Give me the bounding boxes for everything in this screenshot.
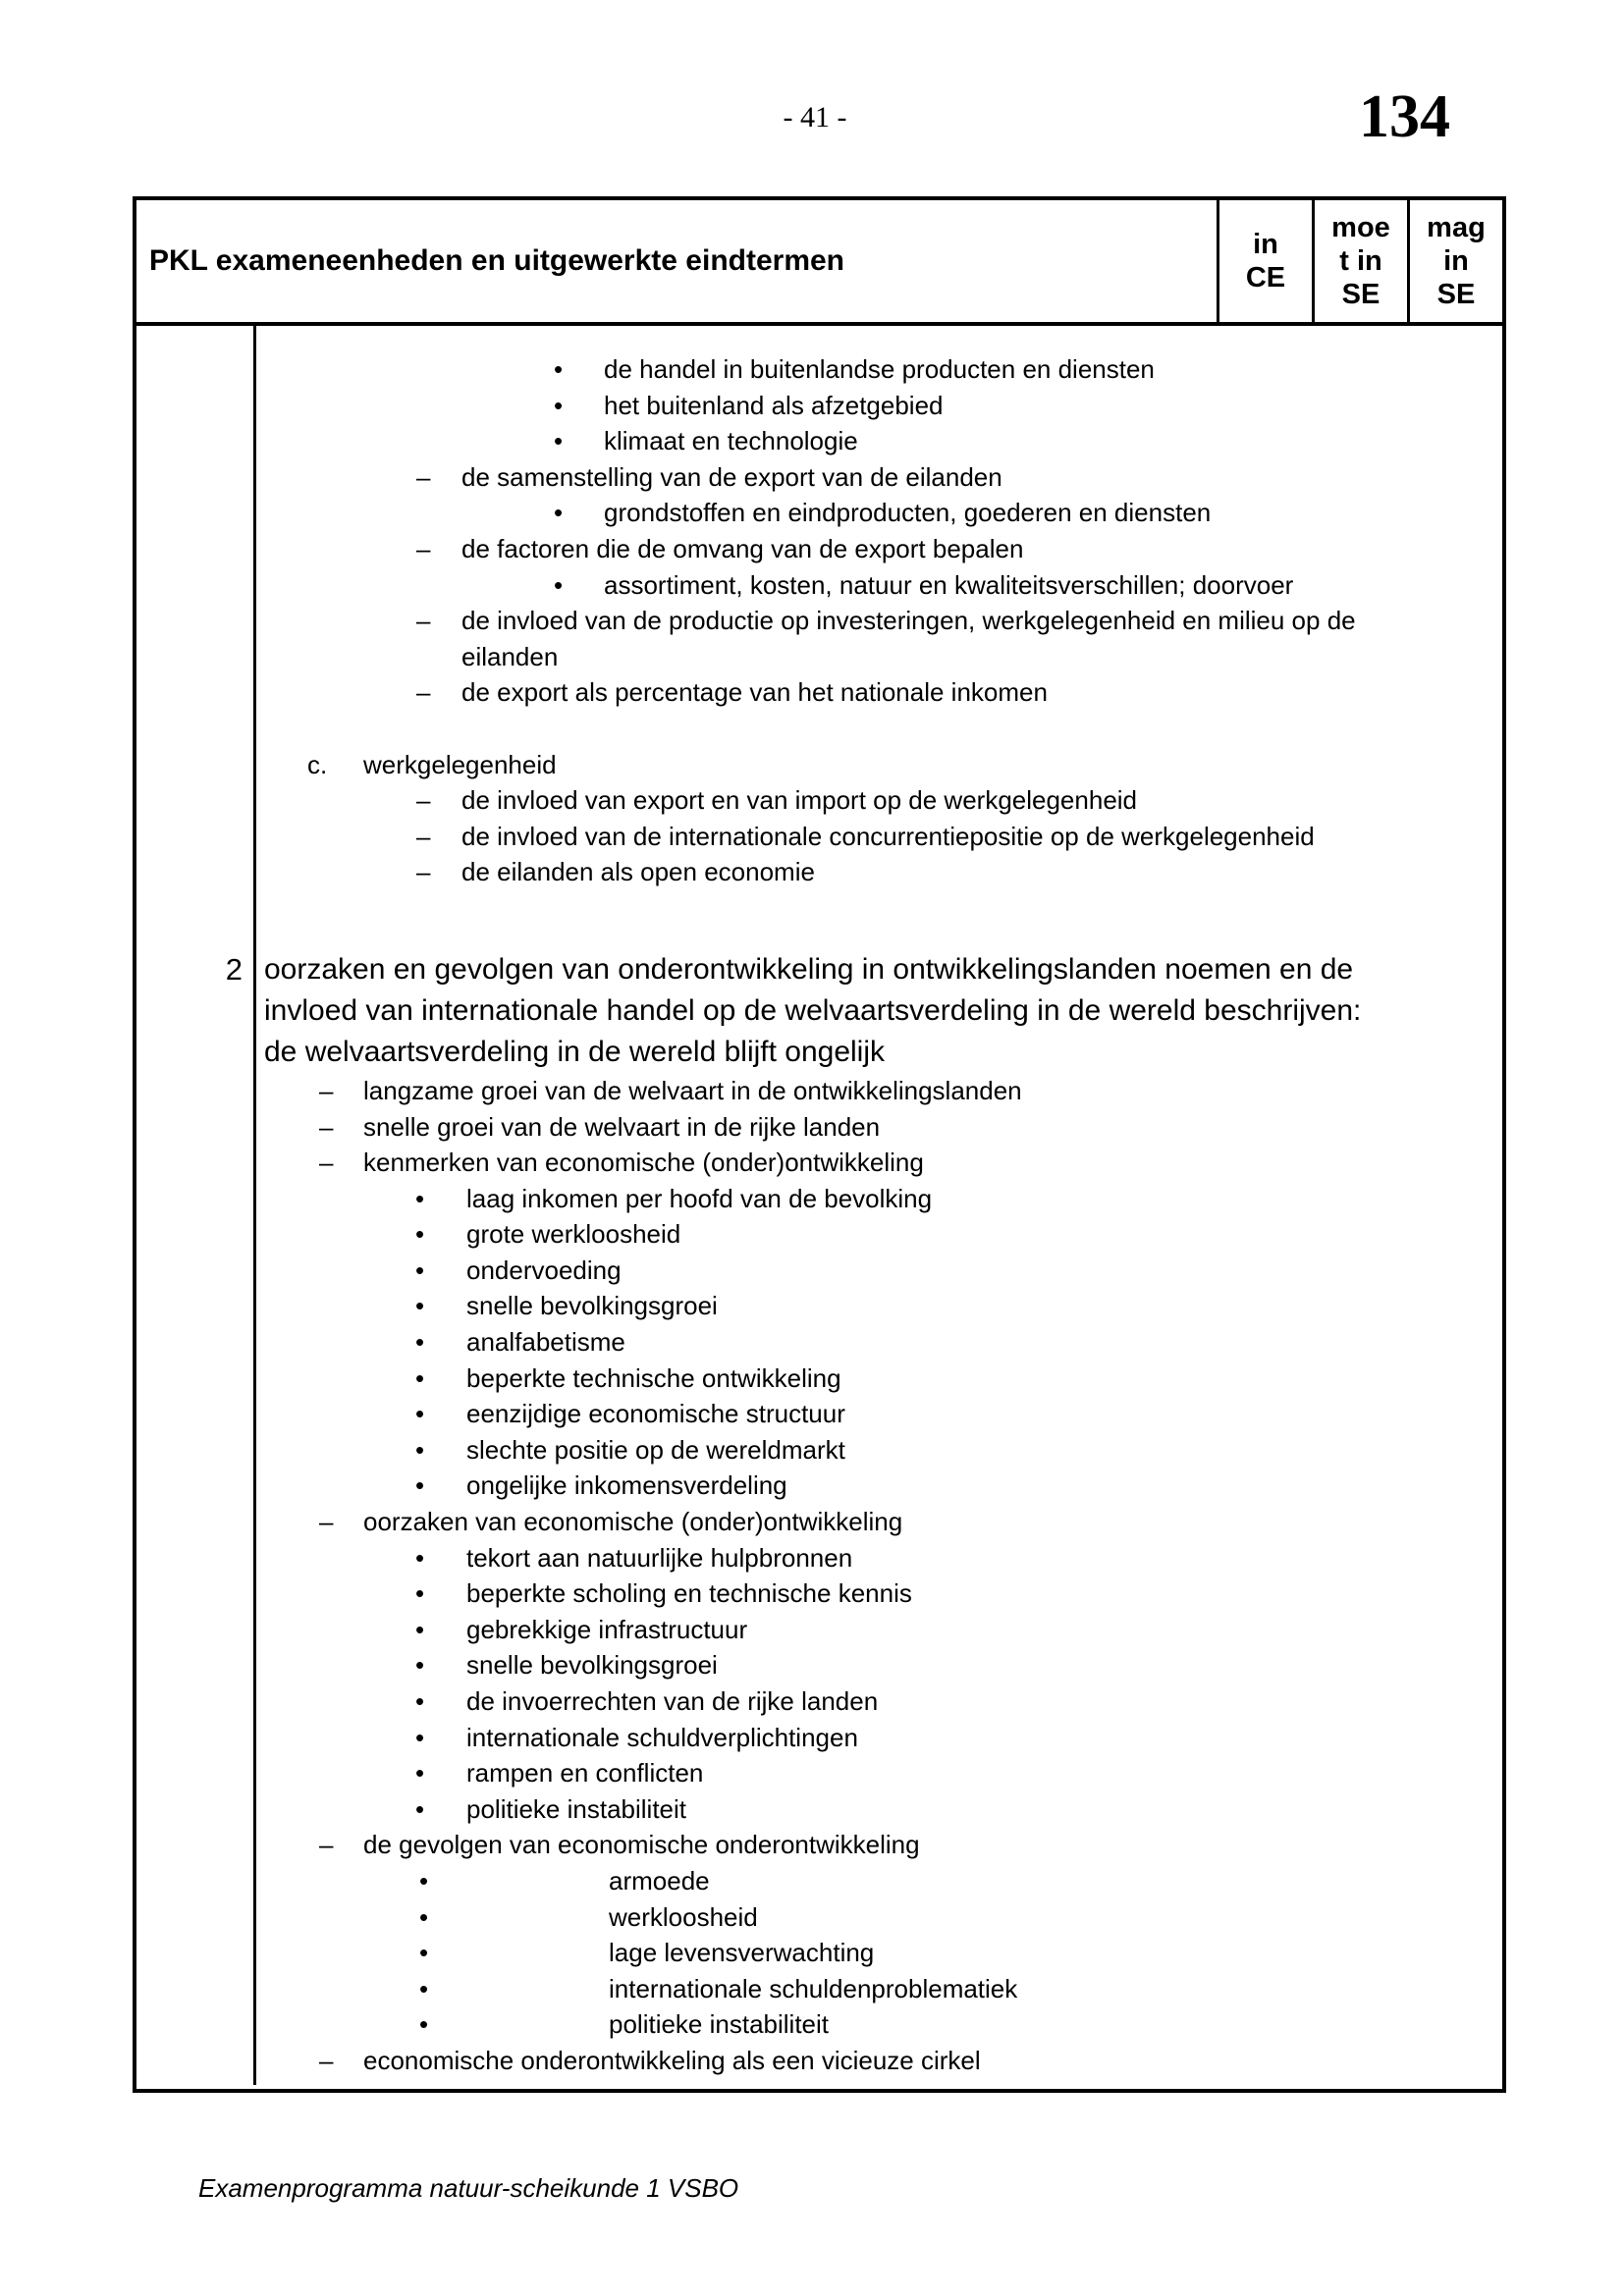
list-marker-icon: • xyxy=(415,1722,425,1752)
list-item-text: werkgelegenheid xyxy=(363,749,557,779)
list-item-text: grondstoffen en eindproducten, goederen en diensten xyxy=(604,498,1212,528)
list-item-text: gebrekkige infrastructuur xyxy=(466,1614,748,1644)
list-marker-icon: • xyxy=(419,1938,429,1968)
list-marker-icon: – xyxy=(416,677,431,708)
list-item-text: eilanden xyxy=(461,641,559,671)
list-item xyxy=(256,603,1473,639)
list-item-text: snelle bevolkingsgroei xyxy=(466,1650,718,1681)
table-title: PKL exameneenheden en uitgewerkte eindtermen xyxy=(149,244,845,277)
list-item xyxy=(256,782,1473,819)
list-item-text: de invloed van de productie op investeringen, werkgelegenheid en milieu op de xyxy=(461,606,1356,636)
list-marker-icon: • xyxy=(415,1327,425,1358)
list-item xyxy=(256,1253,1473,1289)
list-marker-icon: – xyxy=(319,1830,334,1860)
col-header-mag-in-se xyxy=(1407,200,1502,322)
list-item xyxy=(256,1073,1473,1109)
list-item xyxy=(256,1863,1473,1899)
list-item-text: economische onderontwikkeling als een vicieuze cirkel xyxy=(363,2045,981,2075)
list-item xyxy=(256,1827,1473,1863)
list-marker-icon: • xyxy=(415,1542,425,1573)
list-item-text: beperkte scholing en technische kennis xyxy=(466,1578,912,1609)
footer-text: Examenprogramma natuur-scheikunde 1 VSBO xyxy=(198,2173,739,2203)
list-item xyxy=(256,1575,1473,1612)
list-item-text: beperkte technische ontwikkeling xyxy=(466,1362,841,1393)
list-item-text: de invloed van de internationale concurrentiepositie op de werkgelegenheid xyxy=(461,821,1315,851)
list-marker-icon: • xyxy=(554,390,564,420)
section-list xyxy=(256,1073,1473,2079)
list-item-text: langzame groei van de welvaart in de ontwikkelingslanden xyxy=(363,1075,1022,1105)
list-item xyxy=(256,1145,1473,1181)
list-marker-icon: • xyxy=(415,1362,425,1393)
list-marker-icon: • xyxy=(415,1183,425,1213)
list-item-text: de export als percentage van het nationale inkomen xyxy=(461,677,1048,708)
list-item xyxy=(256,1504,1473,1540)
list-item xyxy=(256,819,1473,855)
list-item-text: snelle bevolkingsgroei xyxy=(466,1291,718,1321)
col-header-moet-in-se-label: moet in SE xyxy=(1331,212,1390,310)
list-item xyxy=(256,459,1473,496)
list-marker-icon: • xyxy=(415,1399,425,1429)
list-marker-icon: • xyxy=(415,1291,425,1321)
list-item xyxy=(256,639,1473,675)
list-item-text: kenmerken van economische (onder)ontwikkeling xyxy=(363,1148,924,1178)
list-marker-icon: • xyxy=(554,354,564,384)
col-header-in-ce xyxy=(1217,200,1312,322)
list-item xyxy=(256,711,1473,747)
list-item xyxy=(256,1540,1473,1576)
list-item xyxy=(256,567,1473,604)
list-marker-icon: – xyxy=(416,461,431,492)
list-item xyxy=(256,854,1473,890)
list-marker-icon: • xyxy=(415,1219,425,1250)
list-marker-icon: – xyxy=(319,2045,334,2075)
list-item-text: politieke instabiliteit xyxy=(609,2009,830,2040)
list-marker-icon: – xyxy=(319,1075,334,1105)
list-item-text: snelle groei van de welvaart in de rijke landen xyxy=(363,1111,881,1142)
list-marker-icon: • xyxy=(419,1901,429,1932)
row-number-cell: 2 xyxy=(225,951,243,987)
table-body xyxy=(136,326,1502,2085)
table-row xyxy=(136,949,1502,2079)
list-item-text: lage levensverwachting xyxy=(609,1938,875,1968)
list-item xyxy=(256,674,1473,711)
list-marker-icon: • xyxy=(415,1758,425,1789)
list-marker-icon: – xyxy=(416,857,431,887)
list-item-text: ondervoeding xyxy=(466,1255,622,1285)
list-item-text: grote werkloosheid xyxy=(466,1219,681,1250)
list-item xyxy=(256,1971,1473,2007)
list-item xyxy=(256,1109,1473,1146)
list-item xyxy=(256,747,1473,783)
list-item xyxy=(256,1396,1473,1432)
list-marker-icon: • xyxy=(554,426,564,456)
list-item xyxy=(256,1468,1473,1504)
list-marker-icon: • xyxy=(419,1973,429,2003)
list-marker-icon: • xyxy=(415,1578,425,1609)
list-item xyxy=(256,1720,1473,1756)
col-header-mag-in-se-label: mag in SE xyxy=(1427,212,1486,310)
list-item-text: analfabetisme xyxy=(466,1327,625,1358)
list-item-text: tekort aan natuurlijke hulpbronnen xyxy=(466,1542,853,1573)
row-number-cell xyxy=(136,326,253,890)
list-item xyxy=(256,1899,1473,1936)
list-item xyxy=(256,531,1473,567)
list-marker-icon: – xyxy=(319,1111,334,1142)
list-item-text: internationale schuldenproblematiek xyxy=(609,1973,1018,2003)
list-item xyxy=(256,1935,1473,1971)
list-item-text: de invoerrechten van de rijke landen xyxy=(466,1686,879,1716)
list-item-text: de gevolgen van economische onderontwikkeling xyxy=(363,1830,920,1860)
table-row xyxy=(136,326,1502,890)
list-item xyxy=(256,1181,1473,1217)
list-item xyxy=(256,351,1473,388)
list-item-text: ongelijke inkomensverdeling xyxy=(466,1470,787,1501)
list-item xyxy=(256,388,1473,424)
list-marker-icon: – xyxy=(319,1148,334,1178)
list-item-text: de factoren die de omvang van de export bepalen xyxy=(461,533,1024,563)
list-marker-icon: • xyxy=(415,1614,425,1644)
list-marker-icon: – xyxy=(416,821,431,851)
list-item xyxy=(256,1683,1473,1720)
list-marker-icon: – xyxy=(319,1507,334,1537)
list-item-text: politieke instabiliteit xyxy=(466,1793,687,1824)
list-item xyxy=(256,1791,1473,1828)
row-content-cell xyxy=(253,326,1502,890)
list-item-text: eenzijdige economische structuur xyxy=(466,1399,845,1429)
list-marker-icon: • xyxy=(415,1793,425,1824)
list-item xyxy=(256,1324,1473,1361)
col-header-moet-in-se xyxy=(1312,200,1407,322)
list-marker-icon: – xyxy=(416,606,431,636)
list-item-text: rampen en conflicten xyxy=(466,1758,704,1789)
list-item-text: laag inkomen per hoofd van de bevolking xyxy=(466,1183,933,1213)
list-marker-icon: • xyxy=(419,1865,429,1896)
list-item xyxy=(256,2043,1473,2079)
list-item xyxy=(256,1647,1473,1683)
list-item-text: internationale schuldverplichtingen xyxy=(466,1722,858,1752)
list-item-text: de samenstelling van de export van de eilanden xyxy=(461,461,1002,492)
list-marker-icon: • xyxy=(415,1470,425,1501)
list-marker-icon: • xyxy=(415,1255,425,1285)
page-number: - 41 - xyxy=(783,101,847,133)
list-marker-icon: • xyxy=(415,1686,425,1716)
list-item xyxy=(256,1612,1473,1648)
list-marker-icon: – xyxy=(416,785,431,816)
list-item-text: oorzaken van economische (onder)ontwikkeling xyxy=(363,1507,903,1537)
stamp-page-number: 134 xyxy=(1359,83,1450,150)
list-item-text: de invloed van export en van import op de werkgelegenheid xyxy=(461,785,1138,816)
list-item-text: werkloosheid xyxy=(609,1901,758,1932)
list-item-text: assortiment, kosten, natuur en kwaliteitsverschillen; doorvoer xyxy=(604,569,1294,600)
list-item xyxy=(256,423,1473,459)
list-marker-icon: c. xyxy=(307,749,328,779)
list-marker-icon: • xyxy=(419,2009,429,2040)
row-content-cell xyxy=(253,949,1502,2079)
table-header-row xyxy=(136,200,1502,326)
list-item-text: slechte positie op de wereldmarkt xyxy=(466,1434,845,1465)
col-header-in-ce-label: in CE xyxy=(1245,229,1286,294)
list-item xyxy=(256,1216,1473,1253)
list-marker-icon: • xyxy=(415,1650,425,1681)
exam-units-table xyxy=(133,196,1506,2093)
list-item-text: armoede xyxy=(609,1865,710,1896)
list-item xyxy=(256,495,1473,531)
list-item xyxy=(256,1288,1473,1324)
list-item-text: het buitenland als afzetgebied xyxy=(604,390,944,420)
list-item xyxy=(256,1755,1473,1791)
list-item-text: de eilanden als open economie xyxy=(461,857,815,887)
list-item xyxy=(256,2006,1473,2043)
section-heading-line: de welvaartsverdeling in de wereld blijft ongelijk xyxy=(264,1035,886,1068)
list-item xyxy=(256,1432,1473,1468)
list-item-text: de handel in buitenlandse producten en diensten xyxy=(604,354,1155,384)
list-marker-icon: • xyxy=(415,1434,425,1465)
list-marker-icon: • xyxy=(554,569,564,600)
list-marker-icon: • xyxy=(554,498,564,528)
section-heading-line: invloed van internationale handel op de welvaartsverdeling in de wereld beschrijven: xyxy=(264,993,1362,1027)
list-item xyxy=(256,1361,1473,1397)
list-marker-icon: – xyxy=(416,533,431,563)
list-item-text: klimaat en technologie xyxy=(604,426,858,456)
section-heading-line: oorzaken en gevolgen van onderontwikkeling in ontwikkelingslanden noemen en de xyxy=(264,952,1354,986)
